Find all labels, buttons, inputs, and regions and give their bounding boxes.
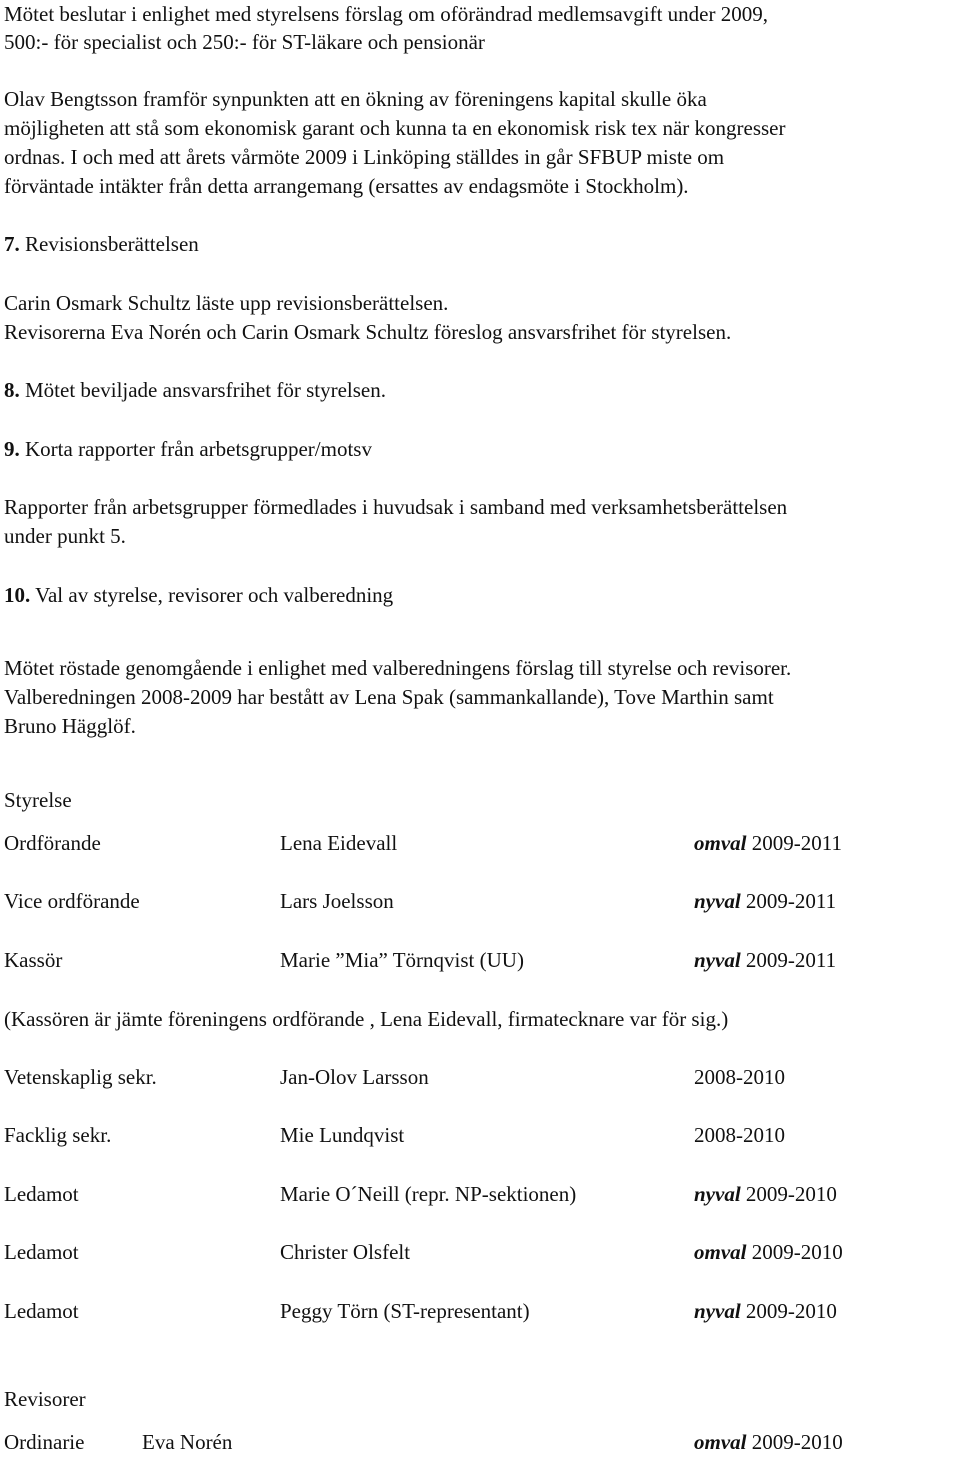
paragraph-line: 500:- för specialist och 250:- för ST-läkare och pensionär bbox=[4, 30, 485, 54]
role-cell: Ordinarie bbox=[4, 1430, 85, 1454]
paragraph-line: möjligheten att stå som ekonomisk garant och kunna ta en ekonomisk risk tex när kongresser bbox=[4, 116, 786, 140]
election-kind: omval bbox=[694, 831, 747, 855]
period: 2009-2011 bbox=[751, 831, 842, 855]
period-cell: 2008-2010 bbox=[694, 1123, 785, 1147]
name-cell: Mie Lundqvist bbox=[280, 1123, 405, 1147]
name-cell: Eva Norén bbox=[142, 1430, 233, 1454]
name-cell: Lars Joelsson bbox=[280, 889, 394, 913]
paragraph-line: förväntade intäkter från detta arrangemang (ersattes av endagsmöte i Stockholm). bbox=[4, 174, 689, 198]
paragraph-line: Mötet röstade genomgående i enlighet med valberedningens förslag till styrelse och revisorer. bbox=[4, 656, 792, 680]
section-title: Revisionsberättelsen bbox=[25, 232, 199, 256]
role-cell: Ledamot bbox=[4, 1240, 79, 1264]
period: 2009-2010 bbox=[745, 1299, 837, 1323]
period-cell: 2008-2010 bbox=[694, 1065, 785, 1089]
paragraph-line: Mötet beslutar i enlighet med styrelsens förslag om oförändrad medlemsavgift under 2009, bbox=[4, 2, 768, 26]
section-number: 8. bbox=[4, 378, 20, 402]
section-heading bbox=[4, 581, 393, 610]
section-title: Korta rapporter från arbetsgrupper/motsv bbox=[25, 437, 372, 461]
section-number: 10. bbox=[4, 583, 31, 607]
section-heading bbox=[4, 376, 386, 405]
period-cell bbox=[694, 829, 842, 858]
paragraph-line: under punkt 5. bbox=[4, 524, 126, 548]
election-kind: nyval bbox=[694, 889, 741, 913]
name-cell: Christer Olsfelt bbox=[280, 1240, 411, 1264]
styrelse-heading: Styrelse bbox=[4, 788, 72, 812]
role-cell: Ordförande bbox=[4, 831, 101, 855]
name-cell: Jan-Olov Larsson bbox=[280, 1065, 429, 1089]
paragraph-line: Olav Bengtsson framför synpunkten att en ökning av föreningens kapital skulle öka bbox=[4, 87, 707, 111]
section-heading bbox=[4, 435, 372, 464]
period: 2009-2010 bbox=[751, 1430, 843, 1454]
election-kind: nyval bbox=[694, 1182, 741, 1206]
section-title: Val av styrelse, revisorer och valberedning bbox=[35, 583, 394, 607]
paragraph-line: (Kassören är jämte föreningens ordförande , Lena Eidevall, firmatecknare var för sig.) bbox=[4, 1007, 729, 1031]
period: 2009-2011 bbox=[745, 948, 837, 972]
period-cell bbox=[694, 1180, 837, 1209]
role-cell: Vetenskaplig sekr. bbox=[4, 1065, 157, 1089]
election-kind: nyval bbox=[694, 1299, 741, 1323]
paragraph-line: Carin Osmark Schultz läste upp revisionsberättelsen. bbox=[4, 291, 449, 315]
role-cell: Facklig sekr. bbox=[4, 1123, 112, 1147]
period-cell bbox=[694, 1297, 837, 1326]
role-cell: Kassör bbox=[4, 948, 63, 972]
revisorer-heading: Revisorer bbox=[4, 1387, 86, 1411]
name-cell: Peggy Törn (ST-representant) bbox=[280, 1299, 530, 1323]
period-cell bbox=[694, 946, 836, 975]
period-cell bbox=[694, 887, 836, 916]
section-number: 9. bbox=[4, 437, 20, 461]
period: 2009-2010 bbox=[751, 1240, 843, 1264]
role-cell: Vice ordförande bbox=[4, 889, 140, 913]
period: 2009-2011 bbox=[745, 889, 837, 913]
paragraph-line: Revisorerna Eva Norén och Carin Osmark Schultz föreslog ansvarsfrihet för styrelsen. bbox=[4, 320, 732, 344]
name-cell: Marie ”Mia” Törnqvist (UU) bbox=[280, 948, 524, 972]
period-cell bbox=[694, 1238, 843, 1267]
paragraph-line: Bruno Hägglöf. bbox=[4, 714, 136, 738]
section-heading bbox=[4, 230, 199, 259]
election-kind: omval bbox=[694, 1430, 747, 1454]
name-cell: Lena Eidevall bbox=[280, 831, 398, 855]
paragraph-line: Rapporter från arbetsgrupper förmedlades i huvudsak i samband med verksamhetsberättelsen bbox=[4, 495, 788, 519]
section-number: 7. bbox=[4, 232, 20, 256]
election-kind: omval bbox=[694, 1240, 747, 1264]
period: 2009-2010 bbox=[745, 1182, 837, 1206]
period-cell bbox=[694, 1428, 843, 1457]
section-title: Mötet beviljade ansvarsfrihet för styrelsen. bbox=[25, 378, 386, 402]
paragraph-line: Valberedningen 2008-2009 har bestått av Lena Spak (sammankallande), Tove Marthin samt bbox=[4, 685, 774, 709]
paragraph-line: ordnas. I och med att årets vårmöte 2009 i Linköping ställdes in går SFBUP miste om bbox=[4, 145, 725, 169]
role-cell: Ledamot bbox=[4, 1299, 79, 1323]
name-cell: Marie O´Neill (repr. NP-sektionen) bbox=[280, 1182, 577, 1206]
election-kind: nyval bbox=[694, 948, 741, 972]
role-cell: Ledamot bbox=[4, 1182, 79, 1206]
